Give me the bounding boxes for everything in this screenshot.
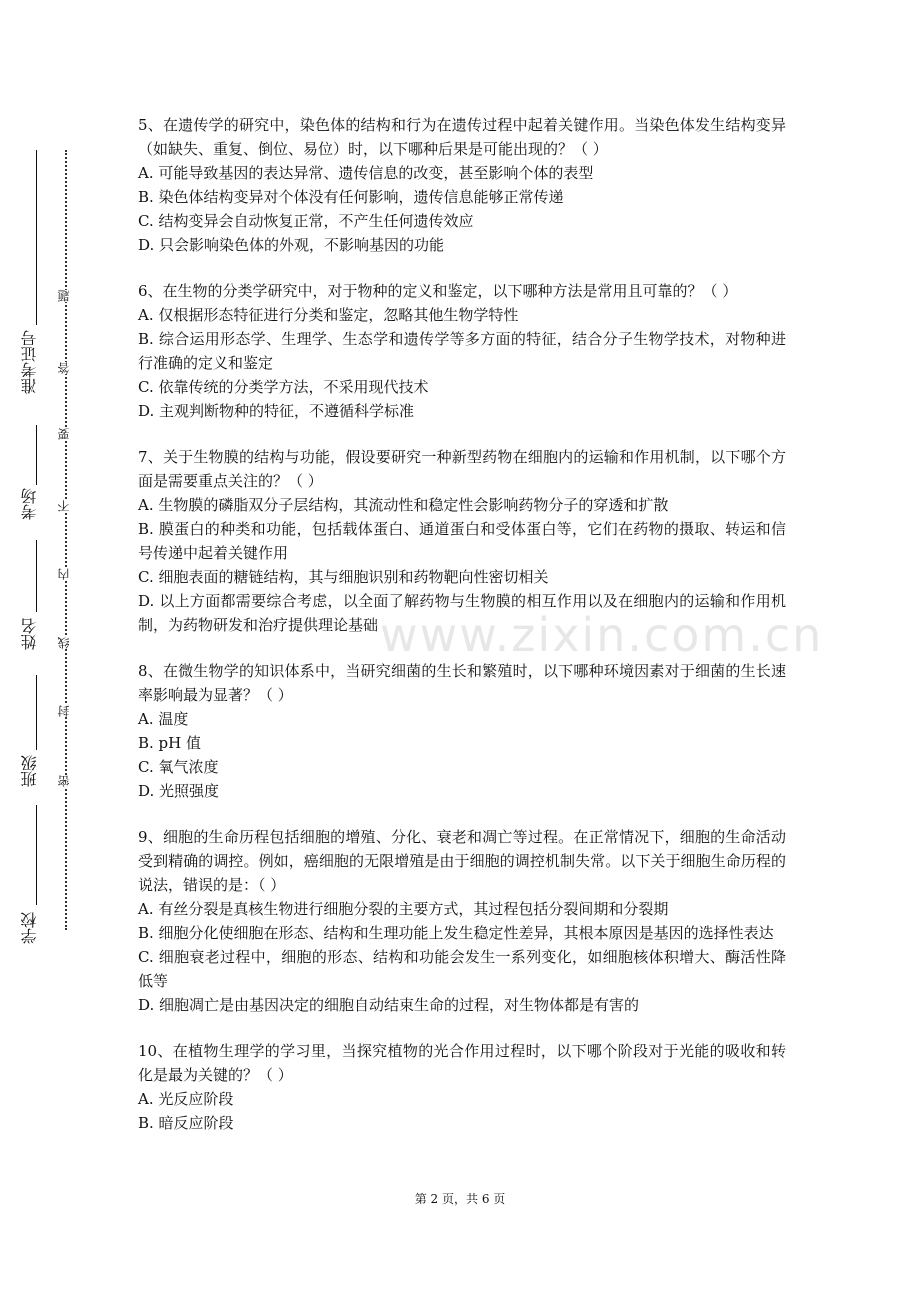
- seal-char: 不: [58, 500, 74, 512]
- option-a: A. 有丝分裂是真核生物进行细胞分裂的主要方式，其过程包括分裂间期和分裂期: [138, 900, 669, 918]
- name-line: [36, 540, 37, 612]
- binding-margin: [0, 0, 100, 1302]
- option-a: A. 仅根据形态特征进行分类和鉴定，忽略其他生物学特性: [138, 306, 519, 324]
- seal-char: 题: [58, 290, 74, 302]
- seal-char: 内: [58, 568, 74, 580]
- option-a: A. 温度: [138, 710, 189, 728]
- question-8: [138, 659, 786, 803]
- question-stem: 7、关于生物膜的结构与功能，假设要研究一种新型药物在细胞内的运输和作用机制，以下哪个方面是需要重点关注的？（ ）: [138, 448, 786, 490]
- question-7: [138, 445, 786, 637]
- question-5: [138, 113, 786, 257]
- question-stem: 8、在微生物学的知识体系中，当研究细菌的生长和繁殖时，以下哪种环境因素对于细菌的生长速率影响最为显著？（ ）: [138, 662, 786, 704]
- question-10: [138, 1039, 786, 1135]
- exam-number-line: [36, 150, 37, 325]
- school-label: 学校: [20, 912, 39, 944]
- question-stem: 10、在植物生理学的学习里，当探究植物的光合作用过程时，以下哪个阶段对于光能的吸收和转化是最为关键的？（ ）: [138, 1042, 786, 1084]
- question-stem: 5、在遗传学的研究中，染色体的结构和行为在遗传过程中起着关键作用。当染色体发生结构变异（如缺失、重复、倒位、易位）时，以下哪种后果是可能出现的？（ ）: [138, 116, 786, 158]
- school-line: [36, 805, 37, 905]
- question-list: [138, 113, 786, 1157]
- option-b: B. pH 值: [138, 734, 202, 752]
- option-b: B. 膜蛋白的种类和功能，包括载体蛋白、通道蛋白和受体蛋白等，它们在药物的摄取、转运和信号传递中起着关键作用: [138, 520, 786, 562]
- option-d: D. 只会影响染色体的外观，不影响基因的功能: [138, 236, 445, 254]
- seal-char: 要: [58, 428, 74, 440]
- option-d: D. 主观判断物种的特征，不遵循科学标准: [138, 402, 415, 420]
- question-6: [138, 279, 786, 423]
- seal-char: 线: [58, 637, 74, 649]
- question-stem: 6、在生物的分类学研究中，对于物种的定义和鉴定，以下哪种方法是常用且可靠的？（ ）: [138, 282, 738, 300]
- option-b: B. 染色体结构变异对个体没有任何影响，遗传信息能够正常传递: [138, 188, 564, 206]
- option-d: D. 以上方面都需要综合考虑，以全面了解药物与生物膜的相互作用以及在细胞内的运输和作用机制，为药物研发和治疗提供理论基础: [138, 592, 786, 634]
- question-stem: 9、细胞的生命历程包括细胞的增殖、分化、衰老和凋亡等过程。在正常情况下，细胞的生命活动受到精确的调控。例如，癌细胞的无限增殖是由于细胞的调控机制失常。以下关于细胞生命历程的说法，错误的是：（ ）: [138, 828, 786, 894]
- seal-char: 密: [58, 775, 74, 787]
- seal-char: 答: [58, 362, 74, 374]
- watermark: www.zixin.com.cn: [380, 608, 824, 662]
- option-c: C. 细胞表面的糖链结构，其与细胞识别和药物靶向性密切相关: [138, 568, 549, 586]
- option-a: A. 光反应阶段: [138, 1090, 234, 1108]
- option-c: C. 细胞衰老过程中，细胞的形态、结构和功能会发生一系列变化，如细胞核体积增大、酶活性降低等: [138, 948, 786, 990]
- option-b: B. 综合运用形态学、生理学、生态学和遗传学等多方面的特征，结合分子生物学技术，对物种进行准确的定义和鉴定: [138, 330, 786, 372]
- option-b: B. 暗反应阶段: [138, 1114, 234, 1132]
- seal-char: 封: [58, 705, 74, 717]
- seal-dotted-line: [65, 150, 67, 930]
- option-a: A. 可能导致基因的表达异常、遗传信息的改变，甚至影响个体的表型: [138, 164, 594, 182]
- option-c: C. 氧气浓度: [138, 758, 219, 776]
- option-a: A. 生物膜的磷脂双分子层结构，其流动性和稳定性会影响药物分子的穿透和扩散: [138, 496, 669, 514]
- exam-room-line: [36, 425, 37, 485]
- option-c: C. 依靠传统的分类学方法，不采用现代技术: [138, 378, 429, 396]
- option-c: C. 结构变异会自动恢复正常，不产生任何遗传效应: [138, 212, 474, 230]
- exam-room-label: 考场: [20, 488, 39, 520]
- option-b: B. 细胞分化使细胞在形态、结构和生理功能上发生稳定性差异，其根本原因是基因的选择性表达: [138, 924, 774, 942]
- option-d: D. 细胞凋亡是由基因决定的细胞自动结束生命的过程，对生物体都是有害的: [138, 996, 640, 1014]
- question-9: [138, 825, 786, 1017]
- exam-number-label: 准考证号: [20, 330, 39, 394]
- name-label: 姓名: [20, 618, 39, 650]
- class-label: 班级: [20, 755, 39, 787]
- page-footer: 第 2 页，共 6 页: [414, 1192, 506, 1206]
- option-d: D. 光照强度: [138, 782, 220, 800]
- class-line: [36, 675, 37, 750]
